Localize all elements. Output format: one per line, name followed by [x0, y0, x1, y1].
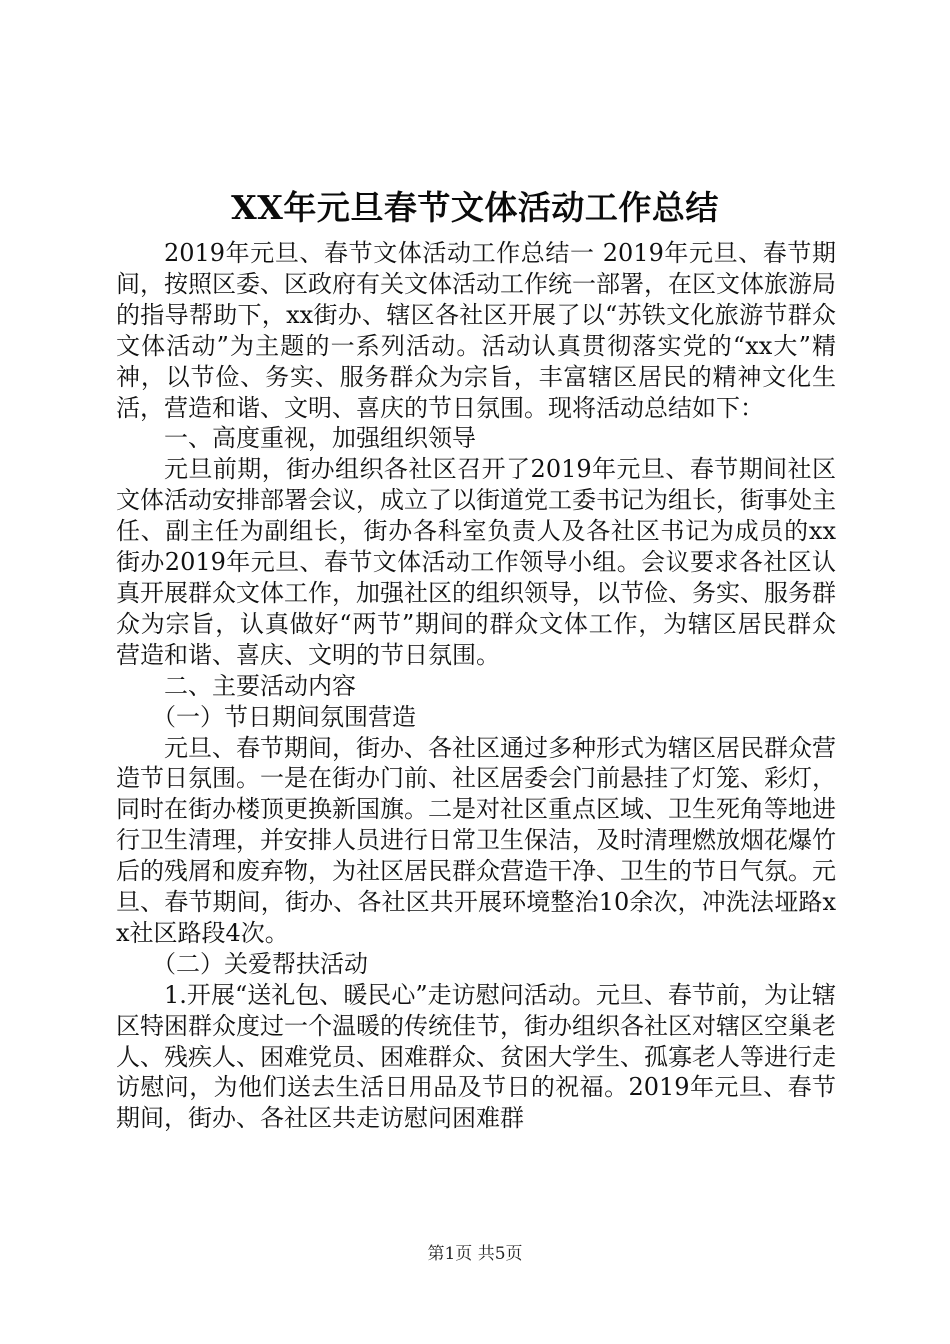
- section-1-paragraph: 元旦前期，街办组织各社区召开了2019年元旦、春节期间社区文体活动安排部署会议，成立了以街道党工委书记为组长，街事处主任、副主任为副组长，街办各科室负责人及各社区书记为成员的xx街办2019年元旦、春节文体活动工作领导小组。会议要求各社区认真开展群众文体工作，加强社区的组织领导，以节俭、务实、服务群众为宗旨，认真做好“两节”期间的群众文体工作，为辖区居民群众营造和谐、喜庆、文明的节日氛围。: [116, 455, 836, 669]
- subsection-2-paragraph: 1.开展“送礼包、暖民心”走访慰问活动。元旦、春节前，为让辖区特困群众度过一个温暖的传统佳节，街办组织各社区对辖区空巢老人、残疾人、困难党员、困难群众、贫困大学生、孤寡老人等进行走访慰问，为他们送去生活日用品及节日的祝福。2019年元旦、春节期间，街办、各社区共走访慰问困难群: [116, 980, 836, 1133]
- document-title: XX年元旦春节文体活动工作总结: [231, 188, 719, 227]
- section-heading-2: 二、主要活动内容: [164, 671, 356, 700]
- intro-paragraph: 2019年元旦、春节文体活动工作总结一 2019年元旦、春节期间，按照区委、区政府有关文体活动工作统一部署，在区文体旅游局的指导帮助下，xx街办、辖区各社区开展了以“苏铁文化旅游节群众文体活动”为主题的一系列活动。活动认真贯彻落实党的“xx大”精神，以节俭、务实、服务群众为宗旨，丰富辖区居民的精神文化生活，营造和谐、文明、喜庆的节日氛围。现将活动总结如下：: [116, 239, 836, 422]
- document-body: [116, 238, 836, 1134]
- section-heading-1: 一、高度重视，加强组织领导: [164, 424, 476, 453]
- subsection-1-paragraph: 元旦、春节期间，街办、各社区通过多种形式为辖区居民群众营造节日氛围。一是在街办门前、社区居委会门前悬挂了灯笼、彩灯，同时在街办楼顶更换新国旗。二是对社区重点区域、卫生死角等地进行卫生清理，并安排人员进行日常卫生保洁，及时清理燃放烟花爆竹后的残屑和废弃物，为社区居民群众营造干净、卫生的节日气氛。元旦、春节期间，街办、各社区共开展环境整治10余次，冲洗法垭路xx社区路段4次。: [116, 733, 836, 947]
- subsection-heading-2: （二）关爱帮扶活动: [152, 949, 368, 978]
- page-footer: 第1页 共5页: [427, 1244, 523, 1264]
- subsection-heading-1: （一）节日期间氛围营造: [152, 702, 416, 731]
